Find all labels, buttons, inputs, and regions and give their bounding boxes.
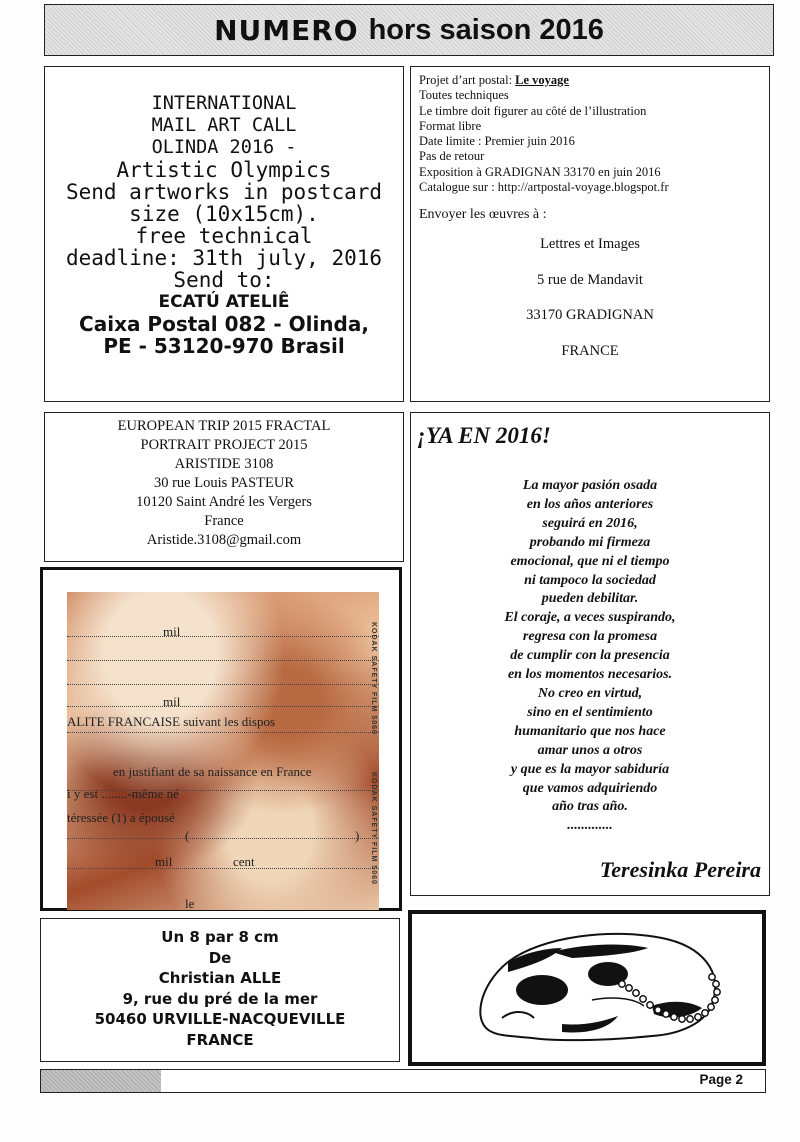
poem-line: sino en el sentimiento <box>527 704 653 720</box>
mail-art-line: INTERNATIONAL <box>151 93 297 114</box>
form-text: en justifiant de sa naissance en France <box>113 764 312 779</box>
projet-address-line: 33170 GRADIGNAN <box>526 307 654 324</box>
issue-header <box>44 4 774 56</box>
form-text: mil <box>155 854 173 869</box>
poem-line: La mayor pasión osada <box>522 478 658 493</box>
form-ruled-line <box>67 636 379 637</box>
form-text: cent <box>233 854 255 869</box>
projet-line: Pas de retour <box>419 149 485 164</box>
projet-line: Exposition à GRADIGNAN 33170 en juin 2016 <box>419 164 661 179</box>
artwork-image <box>67 592 379 910</box>
projet-address-line: Lettres et Images <box>540 236 640 253</box>
christian-alle-box <box>40 918 400 1062</box>
projet-send-label: Envoyer les œuvres à : <box>419 207 547 223</box>
footer-shaded-block <box>41 1070 161 1092</box>
poem-line: año tras año. <box>552 799 628 815</box>
form-text: téressée (1) a épousé <box>67 810 175 825</box>
poem-line: pueden debilitar. <box>541 591 639 607</box>
projet-art-postal-box <box>410 66 770 402</box>
mail-art-line: Send to: <box>173 268 275 292</box>
poem-title: ¡YA EN 2016! <box>417 423 551 448</box>
poem-line: probando mi firmeza <box>529 534 651 550</box>
trip-email: Aristide.3108@gmail.com <box>146 532 302 548</box>
film-edge-text: KODAK SAFETY FILM 5060 <box>370 772 377 885</box>
artwork-frame <box>40 567 402 911</box>
projet-address-line: FRANCE <box>561 342 619 359</box>
projet-theme-label: Projet d’art postal: <box>419 73 513 87</box>
christian-line: Christian ALLE <box>158 969 282 988</box>
header-title-rest: hors saison 2016 <box>368 13 604 46</box>
mail-art-line: Send artworks in postcard <box>65 180 383 204</box>
skull-drawing <box>412 914 762 1062</box>
christian-line: De <box>208 948 232 967</box>
trip-line: EUROPEAN TRIP 2015 FRACTAL <box>117 418 331 434</box>
form-text: ( <box>185 828 190 843</box>
poem-line: regresa con la promesa <box>522 629 658 645</box>
mail-art-address-2: PE - 53120-970 Brasil <box>103 334 345 358</box>
poem-line: No creo en virtud, <box>537 685 643 701</box>
projet-line: Catalogue sur : http://artpostal-voyage.blogspot.fr <box>419 180 669 195</box>
poem-body <box>411 477 769 836</box>
christian-line: 50460 URVILLE-NACQUEVILLE <box>94 1010 346 1029</box>
page-number: Page 2 <box>699 1072 743 1087</box>
form-text: mil <box>163 624 181 639</box>
christian-line: Un 8 par 8 cm <box>161 928 279 946</box>
mail-art-call-box <box>44 66 404 402</box>
poem-line: en los momentos necesarios. <box>507 667 673 683</box>
form-ruled-line <box>67 868 379 869</box>
poem-line: El coraje, a veces suspirando, <box>504 610 676 626</box>
poem-line: ni tampoco la sociedad <box>524 572 656 588</box>
poem-line: ............. <box>567 818 613 834</box>
projet-line: Date limite : Premier juin 2016 <box>419 134 575 149</box>
skull-illustration-frame <box>408 910 766 1066</box>
projet-line: Toutes techniques <box>419 88 509 103</box>
projet-theme: Le voyage <box>515 73 569 87</box>
mail-art-line: deadline: 31th july, 2016 <box>65 246 383 270</box>
trip-line: France <box>204 513 244 529</box>
form-text: mil <box>163 694 181 709</box>
mail-art-recipient: ECATÚ ATELIÊ <box>158 292 290 312</box>
projet-line: Le timbre doit figurer au côté de l’illustration <box>419 103 647 118</box>
poem-line: y que es la mayor sabiduría <box>510 761 670 777</box>
poem-line: de cumplir con la presencia <box>510 648 670 664</box>
ya-en-2016-box <box>410 412 770 896</box>
trip-line: 30 rue Louis PASTEUR <box>153 475 295 491</box>
form-text: ALITE FRANCAISE suivant les dispos <box>67 714 275 729</box>
christian-line: 9, rue du pré de la mer <box>122 989 318 1008</box>
form-ruled-line <box>67 684 379 685</box>
poem-line: que vamos adquiriendo <box>522 780 658 796</box>
mail-art-line: free technical <box>135 224 313 248</box>
header-title-main: NUMERO <box>214 13 359 47</box>
projet-theme-line <box>419 73 761 88</box>
poem-line: en los años anteriores <box>526 496 654 512</box>
trip-line: 10120 Saint André les Vergers <box>136 494 312 510</box>
projet-line: Format libre <box>419 118 482 133</box>
christian-line: FRANCE <box>186 1030 254 1049</box>
mail-art-address-1: Caixa Postal 082 - Olinda, <box>79 312 369 336</box>
mail-art-line: size (10x15cm). <box>129 202 319 226</box>
trip-line: ARISTIDE 3108 <box>174 456 274 472</box>
mail-art-line: MAIL ART CALL <box>151 115 297 136</box>
form-ruled-line <box>67 660 379 661</box>
form-ruled-line <box>67 838 379 839</box>
form-text: le <box>185 896 195 910</box>
trip-line: PORTRAIT PROJECT 2015 <box>140 437 308 453</box>
mail-art-line: Artistic Olympics <box>116 158 332 182</box>
page-footer <box>40 1069 766 1093</box>
poem-line: seguirá en 2016, <box>542 515 638 531</box>
form-text: ) <box>355 828 360 843</box>
poem-line: emocional, que ni el tiempo <box>510 553 670 569</box>
form-ruled-line <box>67 732 379 733</box>
poem-line: humanitario que nos hace <box>514 723 666 739</box>
form-text: i y est ........-même né <box>67 786 179 801</box>
projet-address-line: 5 rue de Mandavit <box>537 271 643 288</box>
poem-line: amar unos a otros <box>537 742 643 758</box>
form-ruled-line <box>67 706 379 707</box>
mail-art-line: OLINDA 2016 - <box>151 137 297 158</box>
european-trip-box <box>44 412 404 562</box>
poem-signature: Teresinka Pereira <box>599 857 761 882</box>
film-edge-text: KODAK SAFETY FILM 5060 <box>370 622 377 735</box>
